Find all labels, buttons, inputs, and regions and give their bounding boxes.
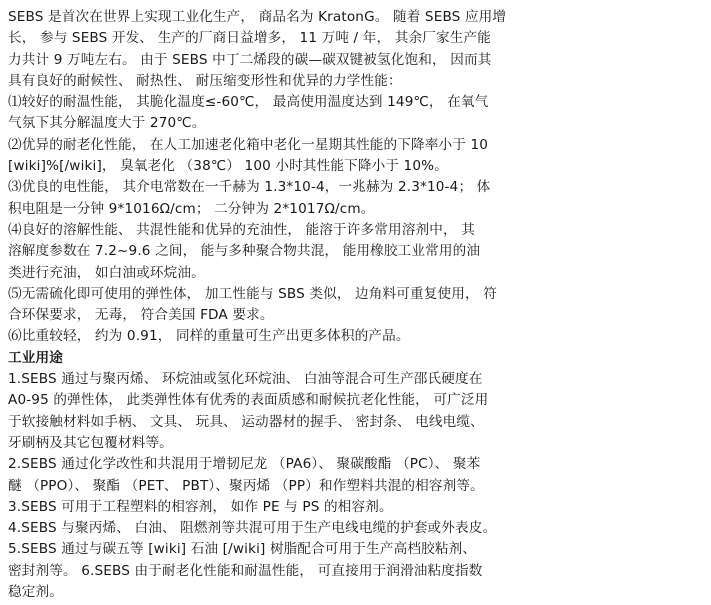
property-4-line-2: 溶解度参数在 7.2~9.6 之间， 能与多种聚合物共混， 能用橡胶工业常用的油 bbox=[8, 243, 481, 260]
use-5-line-2: 密封剂等。 6.SEBS 由于耐老化性能和耐温性能， 可直接用于润滑油粘度指数 bbox=[8, 562, 483, 579]
property-1-line-2: 气氛下其分解温度大于 270℃。 bbox=[8, 115, 206, 132]
property-6-line-1: ⑹比重较轻， 约为 0.91， 同样的重量可生产出更多体积的产品。 bbox=[8, 328, 410, 345]
property-2-line-1: ⑵优异的耐老化性能， 在人工加速老化箱中老化一星期其性能的下降率小于 10 bbox=[8, 136, 489, 153]
text-line-1: SEBS 是首次在世界上实现工业化生产， 商品名为 KratonG。 随着 SEBS 应用增 bbox=[8, 9, 507, 25]
property-1-line-1: ⑴较好的耐温性能， 其脆化温度≤-60℃， 最高使用温度达到 149℃， 在氧气 bbox=[8, 94, 489, 111]
property-4-line-3: 类进行充油， 如白油或环烷油。 bbox=[8, 264, 205, 281]
text-line-2: 长， 参与 SEBS 开发、 生产的厂商日益增多， 11 万吨 / 年， 其余厂家生产能 bbox=[8, 30, 491, 47]
text-line-4: 具有良好的耐候性、 耐热性、 耐压缩变形性和优异的力学性能： bbox=[8, 72, 402, 89]
use-3-line-1: 3.SEBS 可用于工程塑料的相容剂， 如作 PE 与 PS 的相容剂。 bbox=[8, 498, 393, 515]
property-3-line-2: 积电阻是一分钟 9*1016Ω/cm； 二分钟为 2*1017Ω/cm。 bbox=[8, 200, 375, 217]
use-4-line-1: 4.SEBS 与聚丙烯、 白油、 阻燃剂等共混可用于生产电线电缆的护套或外表皮。 bbox=[8, 520, 497, 537]
use-1-line-3: 于软接触材料如手柄、 文具、 玩具、 运动器材的握手、 密封条、 电线电缆、 bbox=[8, 413, 484, 430]
property-4-line-1: ⑷良好的溶解性能、 共混性能和优异的充油性， 能溶于许多常用溶剂中， 其 bbox=[8, 221, 475, 238]
property-2-line-2: [wiki]%[/wiki]， 臭氧老化 （38℃） 100 小时其性能下降小于 10%。 bbox=[8, 158, 448, 175]
property-5-line-1: ⑸无需硫化即可使用的弹性体， 加工性能与 SBS 类似， 边角料可重复使用， 符 bbox=[8, 285, 497, 302]
use-5-line-1: 5.SEBS 通过与碳五等 [wiki] 石油 [/wiki] 树脂配合可用于生产高档胶粘剂、 bbox=[8, 541, 477, 558]
use-1-line-2: A0-95 的弹性体， 此类弹性体有优秀的表面质感和耐候抗老化性能， 可广泛用 bbox=[8, 392, 489, 409]
use-2-line-1: 2.SEBS 通过化学改性和共混用于增韧尼龙 （PA6）、 聚碳酸酯 （PC）、 聚苯 bbox=[8, 456, 481, 473]
use-1-line-4: 牙刷柄及其它包覆材料等。 bbox=[8, 434, 173, 451]
use-1-line-1: 1.SEBS 通过与聚丙烯、 环烷油或氢化环烷油、 白油等混合可生产邵氏硬度在 bbox=[8, 371, 483, 388]
section-heading: 工业用途 bbox=[8, 349, 63, 366]
property-3-line-1: ⑶优良的电性能， 其介电常数在一千赫为 1.3*10-4，一兆赫为 2.3*10-4； 体 bbox=[8, 179, 491, 196]
property-5-line-2: 合环保要求， 无毒， 符合美国 FDA 要求。 bbox=[8, 307, 274, 324]
use-6-line-1: 稳定剂。 bbox=[8, 584, 63, 601]
text-line-3: 力共计 9 万吨左右。 由于 SEBS 中丁二烯段的碳—碳双键被氢化饱和， 因而其 bbox=[8, 51, 492, 68]
use-2-line-2: 醚 （PPO）、 聚酯 （PET、 PBT）、聚丙烯 （PP）和作塑料共混的相容剂等。 bbox=[8, 477, 484, 494]
